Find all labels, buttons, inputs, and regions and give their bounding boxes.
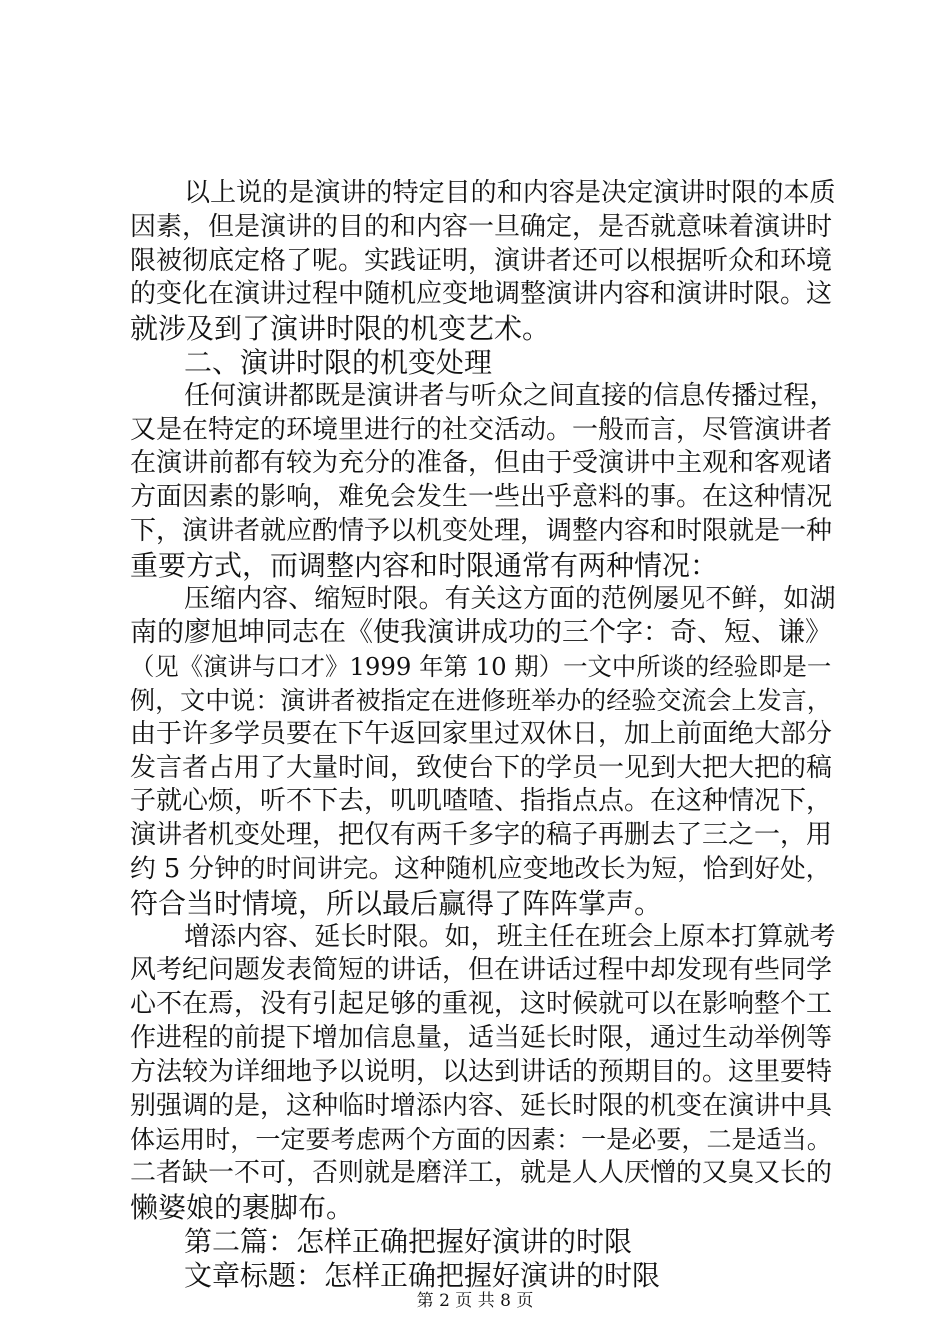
text-line: 例，文中说：演讲者被指定在进修班举办的经验交流会上发言， bbox=[130, 685, 832, 715]
text-line: 文章标题：怎样正确把握好演讲的时限 bbox=[184, 1258, 661, 1292]
text-line: 下，演讲者就应酌情予以机变处理，调整内容和时限就是一种 bbox=[130, 515, 833, 546]
text-line: 就涉及到了演讲时限的机变艺术。 bbox=[130, 312, 551, 346]
text-line: 约 5 分钟的时间讲完。这种随机应变地改长为短，恰到好处， bbox=[130, 853, 832, 884]
text-line: 在演讲前都有较为充分的准备，但由于受演讲中主观和客观诸 bbox=[130, 448, 833, 479]
text-line: 二者缺一不可，否则就是磨洋工，就是人人厌憎的又臭又长的 bbox=[130, 1158, 833, 1189]
text-line: 作进程的前提下增加信息量，适当延长时限，通过生动举例等 bbox=[130, 1022, 833, 1053]
paragraph-intro bbox=[130, 177, 836, 346]
text-line: 重要方式，而调整内容和时限通常有两种情况： bbox=[130, 548, 719, 582]
text-line: 懒婆娘的裹脚布。 bbox=[130, 1190, 355, 1224]
text-line: 限被彻底定格了呢。实践证明，演讲者还可以根据听众和环境 bbox=[130, 245, 833, 276]
page-number-footer: 第 2 页 共 8 页 bbox=[416, 1291, 534, 1311]
text-line: 又是在特定的环境里进行的社交活动。一般而言，尽管演讲者 bbox=[130, 414, 833, 445]
text-line: 的变化在演讲过程中随机应变地调整演讲内容和演讲时限。这 bbox=[130, 279, 833, 310]
text-line: 因素，但是演讲的目的和内容一旦确定，是否就意味着演讲时 bbox=[130, 211, 833, 242]
section-heading bbox=[130, 346, 832, 380]
text-line: 二、演讲时限的机变处理 bbox=[184, 345, 493, 379]
text-line: 由于许多学员要在下午返回家里过双休日，加上前面绝大部分 bbox=[130, 718, 833, 749]
text-line: 风考纪问题发表简短的讲话，但在讲话过程中却发现有些同学 bbox=[130, 955, 833, 986]
paragraph-extend bbox=[130, 921, 836, 1225]
text-line: 别强调的是，这种临时增添内容、延长时限的机变在演讲中具 bbox=[130, 1090, 833, 1121]
text-line: 演讲者机变处理，把仅有两千多字的稿子再删去了三之一，用 bbox=[130, 820, 833, 851]
text-line: 方面因素的影响，难免会发生一些出乎意料的事。在这种情况 bbox=[130, 482, 833, 513]
paragraph-compress bbox=[130, 583, 836, 921]
text-line: 子就心烦，听不下去，叽叽喳喳、指指点点。在这种情况下， bbox=[130, 786, 833, 817]
text-line: 压缩内容、缩短时限。有关这方面的范例屡见不鲜，如湖 bbox=[184, 583, 836, 614]
text-line: 心不在焉，没有引起足够的重视，这时候就可以在影响整个工 bbox=[130, 989, 833, 1020]
text-line: 体运用时，一定要考虑两个方面的因素：一是必要，二是适当。 bbox=[130, 1125, 832, 1155]
text-line: 以上说的是演讲的特定目的和内容是决定演讲时限的本质 bbox=[184, 178, 836, 208]
article-part-heading bbox=[130, 1225, 832, 1259]
text-line: （见《演讲与口才》1999 年第 10 期）一文中所谈的经验即是一 bbox=[130, 652, 832, 682]
text-line: 南的廖旭坤同志在《使我演讲成功的三个字：奇、短、谦》 bbox=[130, 617, 832, 649]
text-line: 符合当时情境，所以最后赢得了阵阵掌声。 bbox=[130, 886, 663, 920]
text-line: 任何演讲都既是演讲者与听众之间直接的信息传播过程， bbox=[184, 380, 836, 411]
text-line: 增添内容、延长时限。如，班主任在班会上原本打算就考 bbox=[184, 921, 836, 952]
text-line: 方法较为详细地予以说明，以达到讲话的预期目的。这里要特 bbox=[130, 1056, 833, 1087]
document-body bbox=[130, 177, 836, 1292]
paragraph-overview bbox=[130, 380, 836, 583]
text-line: 第二篇：怎样正确把握好演讲的时限 bbox=[184, 1224, 633, 1258]
text-line: 发言者占用了大量时间，致使台下的学员一见到大把大把的稿 bbox=[130, 752, 833, 783]
